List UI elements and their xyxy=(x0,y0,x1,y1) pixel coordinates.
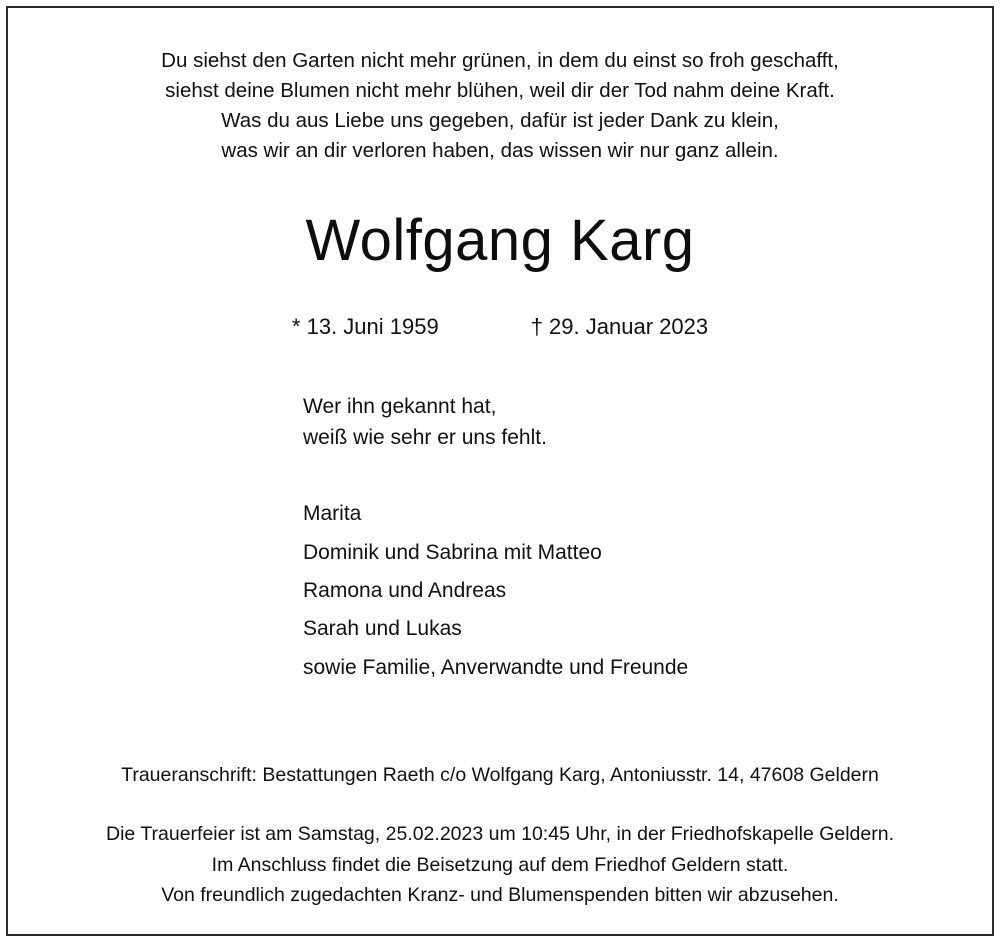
obituary-content xyxy=(8,8,992,934)
service-details xyxy=(38,819,962,910)
verse-line-4: was wir an dir verloren haben, das wissen wir nur ganz allein. xyxy=(221,139,779,163)
family-line-2: Dominik und Sabrina mit Matteo xyxy=(303,540,602,564)
family-block xyxy=(303,495,962,687)
death-date: † 29. Januar 2023 xyxy=(530,314,709,340)
memorial-line-1: Wer ihn gekannt hat, xyxy=(303,395,497,419)
verse-line-3: Was du aus Liebe uns gegeben, dafür ist jeder Dank zu klein, xyxy=(221,109,779,133)
verse-block xyxy=(38,46,962,167)
family-line-5: sowie Familie, Anverwandte und Freunde xyxy=(303,655,689,679)
birth-date: * 13. Juni 1959 xyxy=(291,314,439,340)
deceased-name: Wolfgang Karg xyxy=(305,207,695,273)
service-line-2: Im Anschluss findet die Beisetzung auf dem Friedhof Geldern statt. xyxy=(211,853,789,876)
service-line-3: Von freundlich zugedachten Kranz- und Blumenspenden bitten wir abzusehen. xyxy=(161,883,839,906)
memorial-line-2: weiß wie sehr er uns fehlt. xyxy=(303,425,547,449)
verse-line-2: siehst deine Blumen nicht mehr blühen, weil dir der Tod nahm deine Kraft. xyxy=(165,79,835,103)
obituary-frame xyxy=(6,6,994,936)
family-line-1: Marita xyxy=(303,502,362,526)
memorial-block xyxy=(303,392,962,453)
life-dates xyxy=(38,314,962,340)
family-line-3: Ramona und Andreas xyxy=(303,579,507,603)
family-line-4: Sarah und Lukas xyxy=(303,617,462,641)
verse-line-1: Du siehst den Garten nicht mehr grünen, in dem du einst so froh geschafft, xyxy=(161,49,839,72)
service-line-1: Die Trauerfeier ist am Samstag, 25.02.2023 um 10:45 Uhr, in der Friedhofskapelle Geldern. xyxy=(106,823,894,846)
mourning-address: Traueranschrift: Bestattungen Raeth c/o Wolfgang Karg, Antoniusstr. 14, 47608 Geldern xyxy=(121,764,879,787)
